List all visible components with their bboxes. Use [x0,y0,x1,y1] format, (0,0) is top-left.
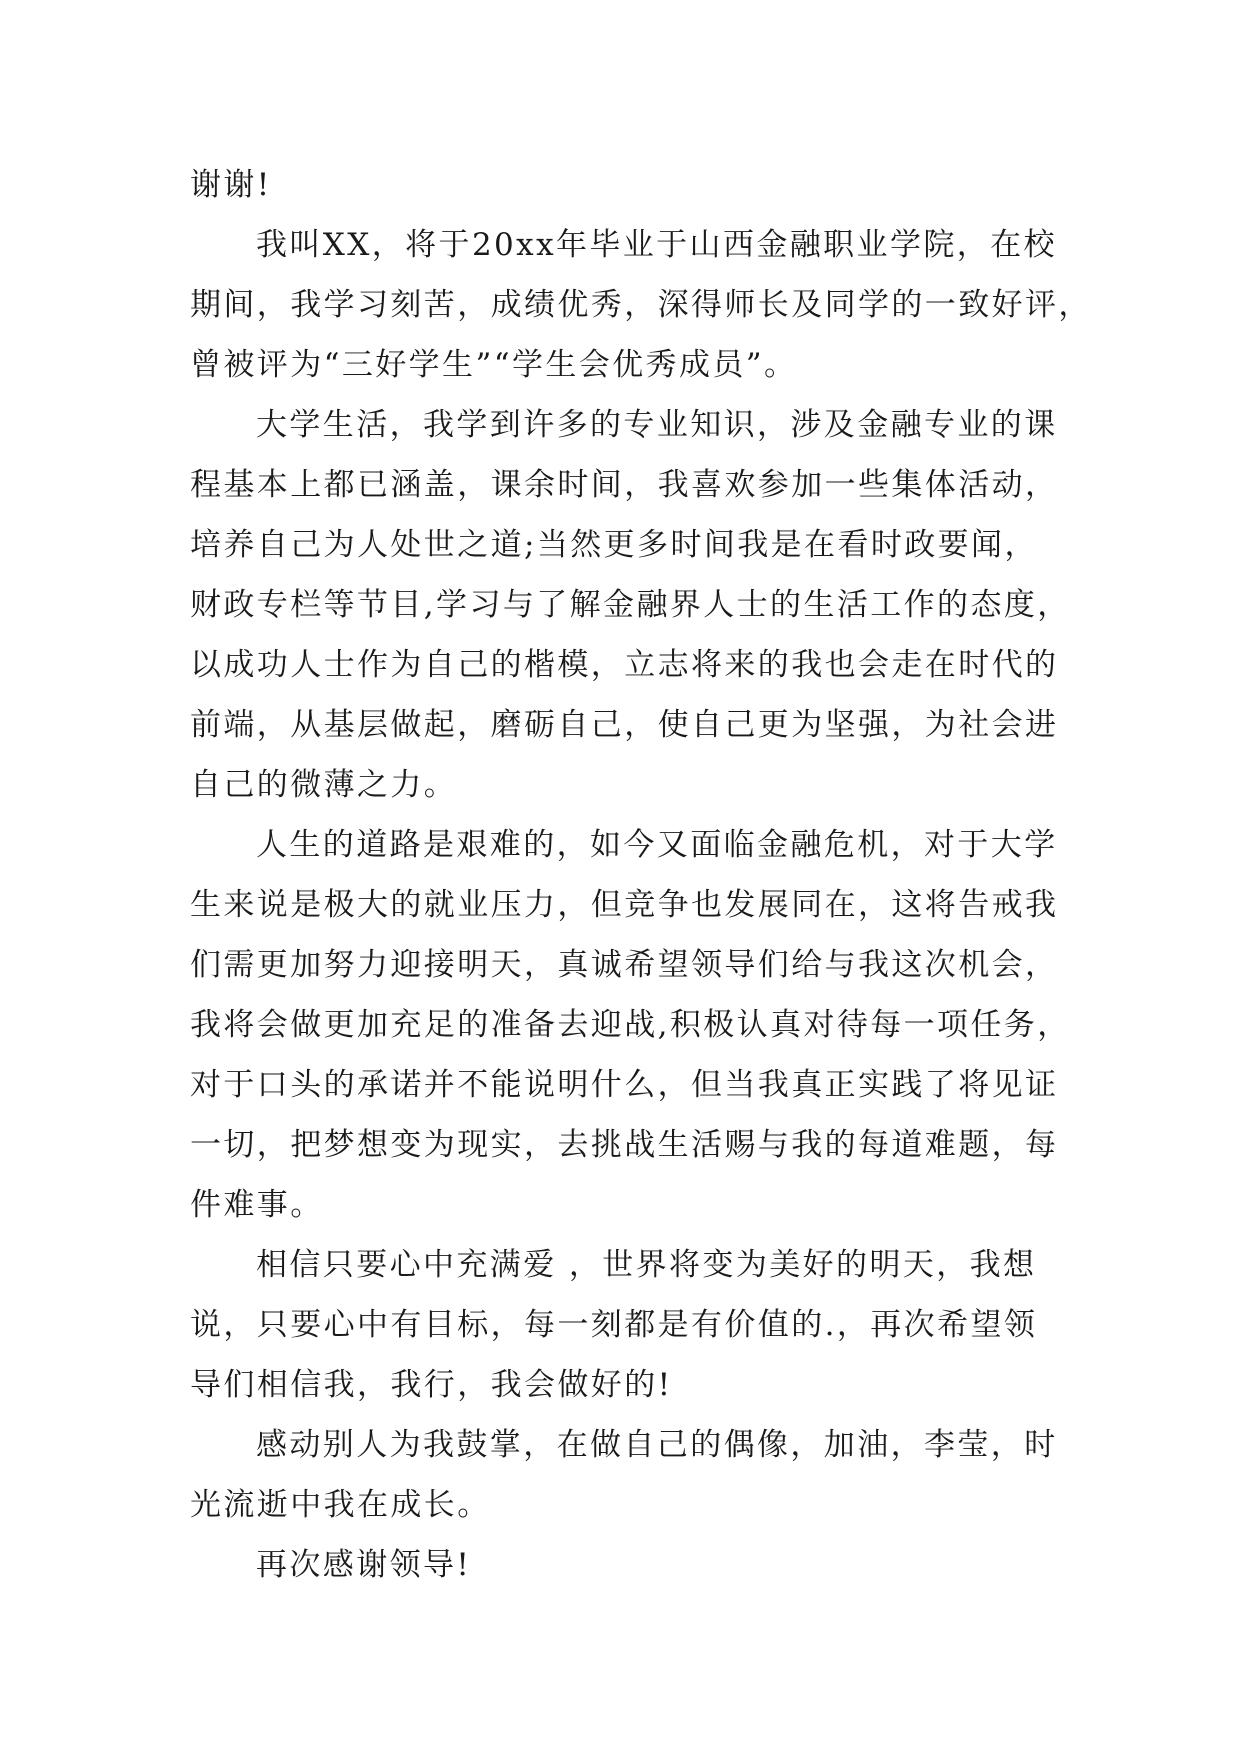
text-line: 感动别人为我鼓掌，在做自己的偶像，加油，李莹，时 [256,1427,1058,1463]
text-line: 财政专栏等节目,学习与了解金融界人士的生活工作的态度， [190,587,1071,623]
text-line: 生来说是极大的就业压力，但竞争也发展同在，这将告戒我 [190,887,1059,923]
text-line: 说，只要心中有目标，每一刻都是有价值的.，再次希望领 [190,1307,1038,1343]
text-line: 期间，我学习刻苦，成绩优秀，深得师长及同学的一致好评， [190,287,1092,323]
text-line: 培养自己为人处世之道;当然更多时间我是在看时政要闻， [190,527,1038,563]
document-body [190,155,1092,1595]
text-line: 对于口头的承诺并不能说明什么，但当我真正实践了将见证 [190,1067,1059,1103]
text-line: 人生的道路是艰难的，如今又面临金融危机，对于大学 [256,827,1058,863]
text-line: 以成功人士作为自己的楷模，立志将来的我也会走在时代的 [190,647,1059,683]
text-line: 谢谢! [190,167,272,203]
text-line: 我将会做更加充足的准备去迎战,积极认真对待每一项任务， [190,1007,1071,1043]
text-line: 再次感谢领导! [256,1547,472,1583]
text-line: 一切，把梦想变为现实，去挑战生活赐与我的每道难题，每 [190,1127,1059,1163]
text-line: 前端，从基层做起，磨砺自己，使自己更为坚强，为社会进 [190,707,1059,743]
text-line: 自己的微薄之力。 [190,767,458,803]
text-line: 程基本上都已涵盖，课余时间，我喜欢参加一些集体活动， [190,467,1059,503]
text-line: 曾被评为“三好学生”“学生会优秀成员”。 [190,347,798,383]
text-line: 光流逝中我在成长。 [190,1487,491,1523]
text-line: 件难事。 [190,1187,324,1223]
text-line: 大学生活，我学到许多的专业知识，涉及金融专业的课 [256,407,1058,443]
text-line: 我叫XX，将于20xx年毕业于山西金融职业学院，在校 [256,227,1057,263]
text-line: 导们相信我，我行，我会做好的! [190,1367,673,1403]
text-line: 们需更加努力迎接明天，真诚希望领导们给与我这次机会， [190,947,1059,983]
text-line: 相信只要心中充满爱 ，世界将变为美好的明天，我想 [256,1247,1037,1283]
